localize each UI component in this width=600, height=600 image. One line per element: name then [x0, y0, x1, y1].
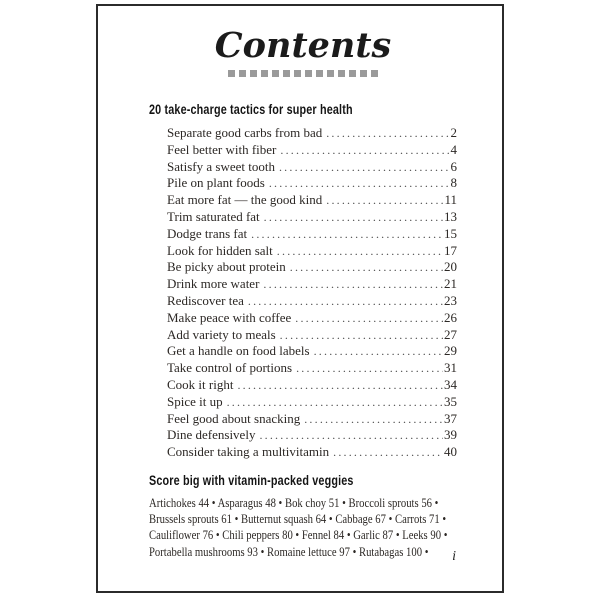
- toc-entry-page: 35: [444, 393, 457, 409]
- toc-entry-label: Be picky about protein: [167, 259, 286, 275]
- toc-entry: [149, 175, 457, 192]
- toc-entry-page: 2: [450, 125, 457, 140]
- toc-entry-label: Rediscover tea: [167, 292, 244, 308]
- dot-leader-icon: [237, 377, 443, 394]
- toc-entry: [149, 259, 457, 276]
- toc-entry-label: Separate good carbs from bad: [167, 125, 323, 140]
- dot-leader-icon: [326, 125, 449, 142]
- toc-entry-page: 23: [444, 292, 457, 308]
- toc-entry: [149, 444, 457, 461]
- toc-entry-page: 17: [444, 242, 457, 258]
- square-icon: [371, 70, 378, 77]
- square-icon: [305, 70, 312, 77]
- dot-leader-icon: [290, 259, 443, 276]
- toc-entry-page: 21: [444, 276, 457, 292]
- square-icon: [294, 70, 301, 77]
- page-content: [98, 6, 502, 591]
- dot-leader-icon: [227, 394, 443, 411]
- toc-entry: [149, 209, 457, 226]
- page-number: i: [452, 549, 456, 564]
- toc-entry-label: Add variety to meals: [167, 326, 276, 342]
- toc-entry-page: 6: [450, 158, 457, 174]
- toc-entry-label: Feel good about snacking: [167, 410, 301, 426]
- toc-entry: [149, 159, 457, 176]
- toc-entry-label: Make peace with coffee: [167, 309, 292, 325]
- dot-leader-icon: [264, 209, 443, 226]
- square-icon: [349, 70, 356, 77]
- toc-entry-label: Pile on plant foods: [167, 175, 265, 191]
- toc-entry-label: Take control of portions: [167, 360, 293, 376]
- toc-entry: [149, 142, 457, 159]
- toc-entry: [149, 327, 457, 344]
- section-heading-veggies: Score big with vitamin-packed veggies: [149, 472, 354, 488]
- toc-entry-page: 11: [444, 192, 457, 208]
- veggie-index-line: Portabella mushrooms 93 • Romaine lettuce 97 • Rutabagas 100 •: [149, 543, 429, 559]
- square-icon: [338, 70, 345, 77]
- toc-entry-page: 29: [444, 343, 457, 359]
- toc-entry-label: Look for hidden salt: [167, 242, 273, 258]
- square-icon: [360, 70, 367, 77]
- dot-leader-icon: [248, 293, 443, 310]
- square-icon: [239, 70, 246, 77]
- toc-entry-page: 4: [450, 141, 457, 157]
- toc-entry: [149, 192, 457, 209]
- toc-entry: [149, 411, 457, 428]
- veggie-index-line: Cauliflower 76 • Chili peppers 80 • Fennel 84 • Garlic 87 • Leeks 90 •: [149, 527, 448, 543]
- toc-entry-label: Eat more fat — the good kind: [167, 192, 323, 208]
- dot-leader-icon: [269, 175, 450, 192]
- toc-entry-label: Get a handle on food labels: [167, 343, 310, 359]
- toc-entry-page: 27: [444, 326, 457, 342]
- square-icon: [283, 70, 290, 77]
- toc-list: [149, 125, 457, 461]
- toc-entry-label: Trim saturated fat: [167, 208, 260, 224]
- toc-entry: [149, 226, 457, 243]
- toc-entry-label: Satisfy a sweet tooth: [167, 158, 275, 174]
- toc-entry-label: Cook it right: [167, 376, 234, 392]
- toc-entry: [149, 427, 457, 444]
- toc-entry-page: 40: [444, 444, 457, 460]
- section-heading-tactics: 20 take-charge tactics for super health: [149, 102, 353, 117]
- toc-entry: [149, 343, 457, 360]
- square-icon: [272, 70, 279, 77]
- toc-entry-page: 8: [450, 175, 457, 191]
- square-icon: [327, 70, 334, 77]
- dot-leader-icon: [279, 159, 450, 176]
- dot-leader-icon: [326, 192, 443, 209]
- square-icon: [261, 70, 268, 77]
- veggie-index: [149, 495, 457, 560]
- toc-entry-label: Dine defensively: [167, 427, 256, 443]
- toc-entry: [149, 360, 457, 377]
- toc-entry-page: 39: [444, 427, 457, 443]
- dot-leader-icon: [333, 444, 443, 461]
- square-icon: [316, 70, 323, 77]
- toc-entry-page: 37: [444, 410, 457, 426]
- toc-entry-page: 20: [444, 259, 457, 275]
- toc-entry-page: 26: [444, 309, 457, 325]
- book-page: [96, 4, 504, 593]
- toc-entry-page: 13: [444, 208, 457, 224]
- dot-leader-icon: [314, 343, 443, 360]
- page-title: Contents: [214, 25, 392, 66]
- toc-entry: [149, 310, 457, 327]
- dot-leader-icon: [277, 243, 443, 260]
- toc-entry: [149, 243, 457, 260]
- square-icon: [250, 70, 257, 77]
- toc-entry-page: 34: [444, 376, 457, 392]
- title-underline-squares: [149, 70, 457, 77]
- toc-entry-label: Spice it up: [167, 393, 223, 409]
- dot-leader-icon: [280, 327, 443, 344]
- dot-leader-icon: [251, 226, 443, 243]
- toc-entry-label: Consider taking a multivitamin: [167, 444, 330, 460]
- dot-leader-icon: [263, 276, 443, 293]
- toc-entry: [149, 125, 457, 142]
- veggie-index-line: Artichokes 44 • Asparagus 48 • Bok choy 51 • Broccoli sprouts 56 •: [149, 494, 439, 510]
- dot-leader-icon: [296, 360, 443, 377]
- toc-entry-label: Dodge trans fat: [167, 225, 248, 241]
- dot-leader-icon: [280, 142, 449, 159]
- toc-entry-page: 15: [444, 225, 457, 241]
- veggie-index-line: Brussels sprouts 61 • Butternut squash 64 • Cabbage 67 • Carrots 71 •: [149, 511, 447, 527]
- toc-entry: [149, 293, 457, 310]
- toc-entry-label: Drink more water: [167, 276, 260, 292]
- toc-entry-label: Feel better with fiber: [167, 141, 277, 157]
- toc-entry-page: 31: [444, 360, 457, 376]
- dot-leader-icon: [295, 310, 443, 327]
- toc-entry: [149, 276, 457, 293]
- dot-leader-icon: [304, 411, 443, 428]
- toc-entry: [149, 394, 457, 411]
- dot-leader-icon: [259, 427, 443, 444]
- toc-entry: [149, 377, 457, 394]
- square-icon: [228, 70, 235, 77]
